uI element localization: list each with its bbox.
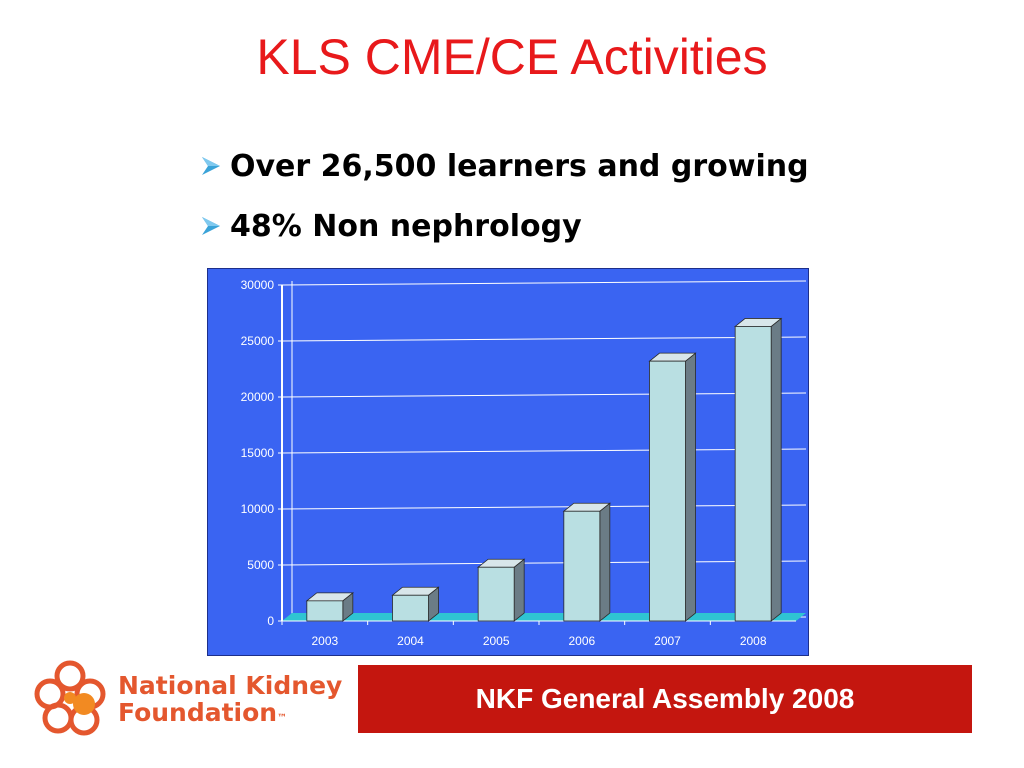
x-tick-label: 2007 [654, 634, 681, 648]
logo-tm: ™ [277, 713, 288, 724]
chart-svg [208, 269, 810, 657]
x-tick-label: 2003 [311, 634, 339, 648]
bullet-text: Over 26,500 learners and growing [230, 148, 809, 184]
bar [650, 361, 686, 621]
x-tick-label: 2005 [482, 634, 510, 648]
bar [478, 567, 514, 621]
x-tick-label: 2004 [397, 634, 424, 648]
chart-floor [282, 613, 806, 621]
bar [735, 326, 771, 621]
nkf-flower-icon [30, 658, 110, 744]
gridline [282, 505, 806, 509]
x-tick-label: 2008 [739, 634, 767, 648]
nkf-logo [30, 658, 343, 748]
y-tick-label: 20000 [240, 390, 274, 404]
learners-bar-chart [207, 268, 809, 656]
gridline [282, 561, 806, 565]
bar [393, 595, 429, 621]
bar-side [771, 318, 781, 621]
y-tick-label: 25000 [240, 334, 274, 348]
logo-text [118, 672, 342, 732]
gridline [282, 449, 806, 453]
arrow-bullet-icon [200, 215, 222, 237]
bar [307, 601, 343, 621]
bar-side [600, 503, 610, 621]
bullet-text: 48% Non nephrology [230, 208, 582, 244]
y-tick-label: 15000 [240, 446, 274, 460]
bar-side [686, 353, 696, 621]
slide-title: KLS CME/CE Activities [256, 29, 768, 85]
y-tick-label: 0 [267, 614, 274, 628]
arrow-bullet-icon [200, 155, 222, 177]
logo-line-1: National Kidney [118, 671, 343, 700]
gridline [282, 337, 806, 341]
bar-side [514, 559, 524, 621]
gridline [282, 281, 806, 285]
gridline [282, 393, 806, 397]
y-tick-label: 5000 [247, 558, 274, 572]
bullet-item [200, 142, 809, 190]
logo-line-2: Foundation [118, 698, 278, 727]
bullet-item [200, 202, 809, 250]
footer-banner [358, 665, 972, 733]
bullet-list [200, 142, 809, 262]
footer-banner-text: NKF General Assembly 2008 [475, 683, 855, 714]
y-tick-label: 30000 [240, 278, 274, 292]
y-tick-label: 10000 [240, 502, 274, 516]
bar [564, 511, 600, 621]
x-tick-label: 2006 [568, 634, 596, 648]
